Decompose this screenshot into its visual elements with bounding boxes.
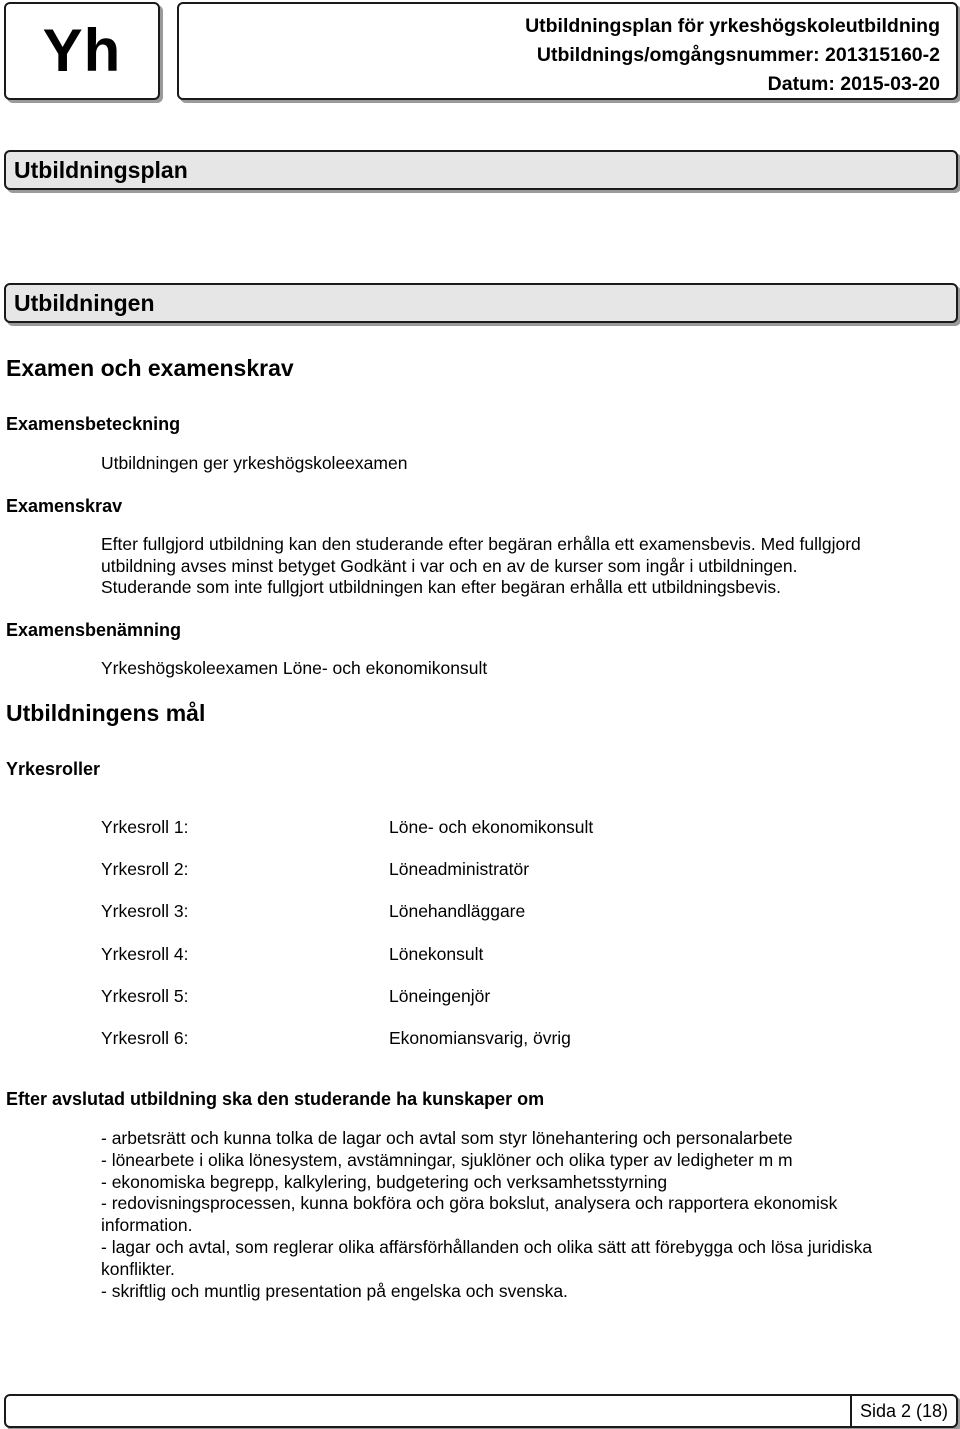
role-value: Lönekonsult <box>389 944 484 964</box>
header-box <box>177 2 958 100</box>
designation-value: Utbildningen ger yrkeshögskoleexamen <box>101 453 408 473</box>
requirements-label: Examenskrav <box>6 496 123 516</box>
role-label: Yrkesroll 5: <box>101 986 189 1006</box>
knowledge-line: information. <box>101 1215 193 1236</box>
role-label: Yrkesroll 1: <box>101 817 189 837</box>
exam-name-label: Examensbenämning <box>6 620 182 640</box>
role-value: Löneingenjör <box>389 986 491 1006</box>
role-value: Löneadministratör <box>389 859 530 879</box>
knowledge-list <box>101 1128 951 1302</box>
requirements-text <box>101 534 951 599</box>
role-value: Löne- och ekonomikonsult <box>389 817 594 837</box>
section-title-plan: Utbildningsplan <box>14 157 188 183</box>
knowledge-line: - lagar och avtal, som reglerar olika affärsförhållanden och olika sätt att förebygga och lösa juridiska <box>101 1236 873 1257</box>
role-label: Yrkesroll 6: <box>101 1028 189 1048</box>
page-number: Sida 2 (18) <box>850 1396 956 1426</box>
requirements-line-2: utbildning avses minst betyget Godkänt i var och en av de kurser som ingår i utbildningen. <box>101 555 798 576</box>
role-value: Lönehandläggare <box>389 901 526 921</box>
header-title: Utbildningsplan för yrkeshögskoleutbildning <box>525 15 940 37</box>
header-date: Datum: 2015-03-20 <box>767 73 940 95</box>
section-bar-plan <box>4 150 958 190</box>
knowledge-line: - redovisningsprocessen, kunna bokföra och göra bokslut, analysera och rapportera ekonomisk <box>101 1193 838 1214</box>
knowledge-line: konflikter. <box>101 1258 175 1279</box>
header-number: Utbildnings/omgångsnummer: 201315160-2 <box>536 44 940 66</box>
knowledge-line: - arbetsrätt och kunna tolka de lagar och avtal som styr lönehantering och personalarbete <box>101 1128 793 1148</box>
exam-heading: Examen och examenskrav <box>6 355 294 381</box>
logo: Yh <box>42 17 122 84</box>
section-title-education: Utbildningen <box>14 290 155 316</box>
goals-heading: Utbildningens mål <box>6 700 206 726</box>
designation-label: Examensbeteckning <box>6 414 181 434</box>
knowledge-line: - lönearbete i olika lönesystem, avstämningar, sjuklöner och olika typer av ledigheter m m <box>101 1149 793 1170</box>
logo-box <box>4 2 160 100</box>
header-info <box>525 12 940 99</box>
roles-label: Yrkesroller <box>6 759 101 779</box>
role-label: Yrkesroll 2: <box>101 859 189 879</box>
knowledge-line: - ekonomiska begrepp, kalkylering, budgetering och verksamhetsstyrning <box>101 1171 668 1192</box>
role-value: Ekonomiansvarig, övrig <box>389 1028 571 1048</box>
footer-box <box>4 1394 958 1428</box>
requirements-line-1: Efter fullgjord utbildning kan den studerande efter begäran erhålla ett examensbevis. Med fullgjord <box>101 534 861 554</box>
knowledge-line: - skriftlig och muntlig presentation på engelska och svenska. <box>101 1280 568 1301</box>
role-label: Yrkesroll 4: <box>101 944 189 964</box>
section-bar-education <box>4 283 958 323</box>
exam-name-value: Yrkeshögskoleexamen Löne- och ekonomikonsult <box>101 658 488 678</box>
requirements-line-3: Studerande som inte fullgjort utbildningen kan efter begäran erhålla ett utbildningsbevis. <box>101 577 782 597</box>
role-label: Yrkesroll 3: <box>101 901 189 921</box>
knowledge-heading: Efter avslutad utbildning ska den studerande ha kunskaper om <box>6 1089 545 1109</box>
